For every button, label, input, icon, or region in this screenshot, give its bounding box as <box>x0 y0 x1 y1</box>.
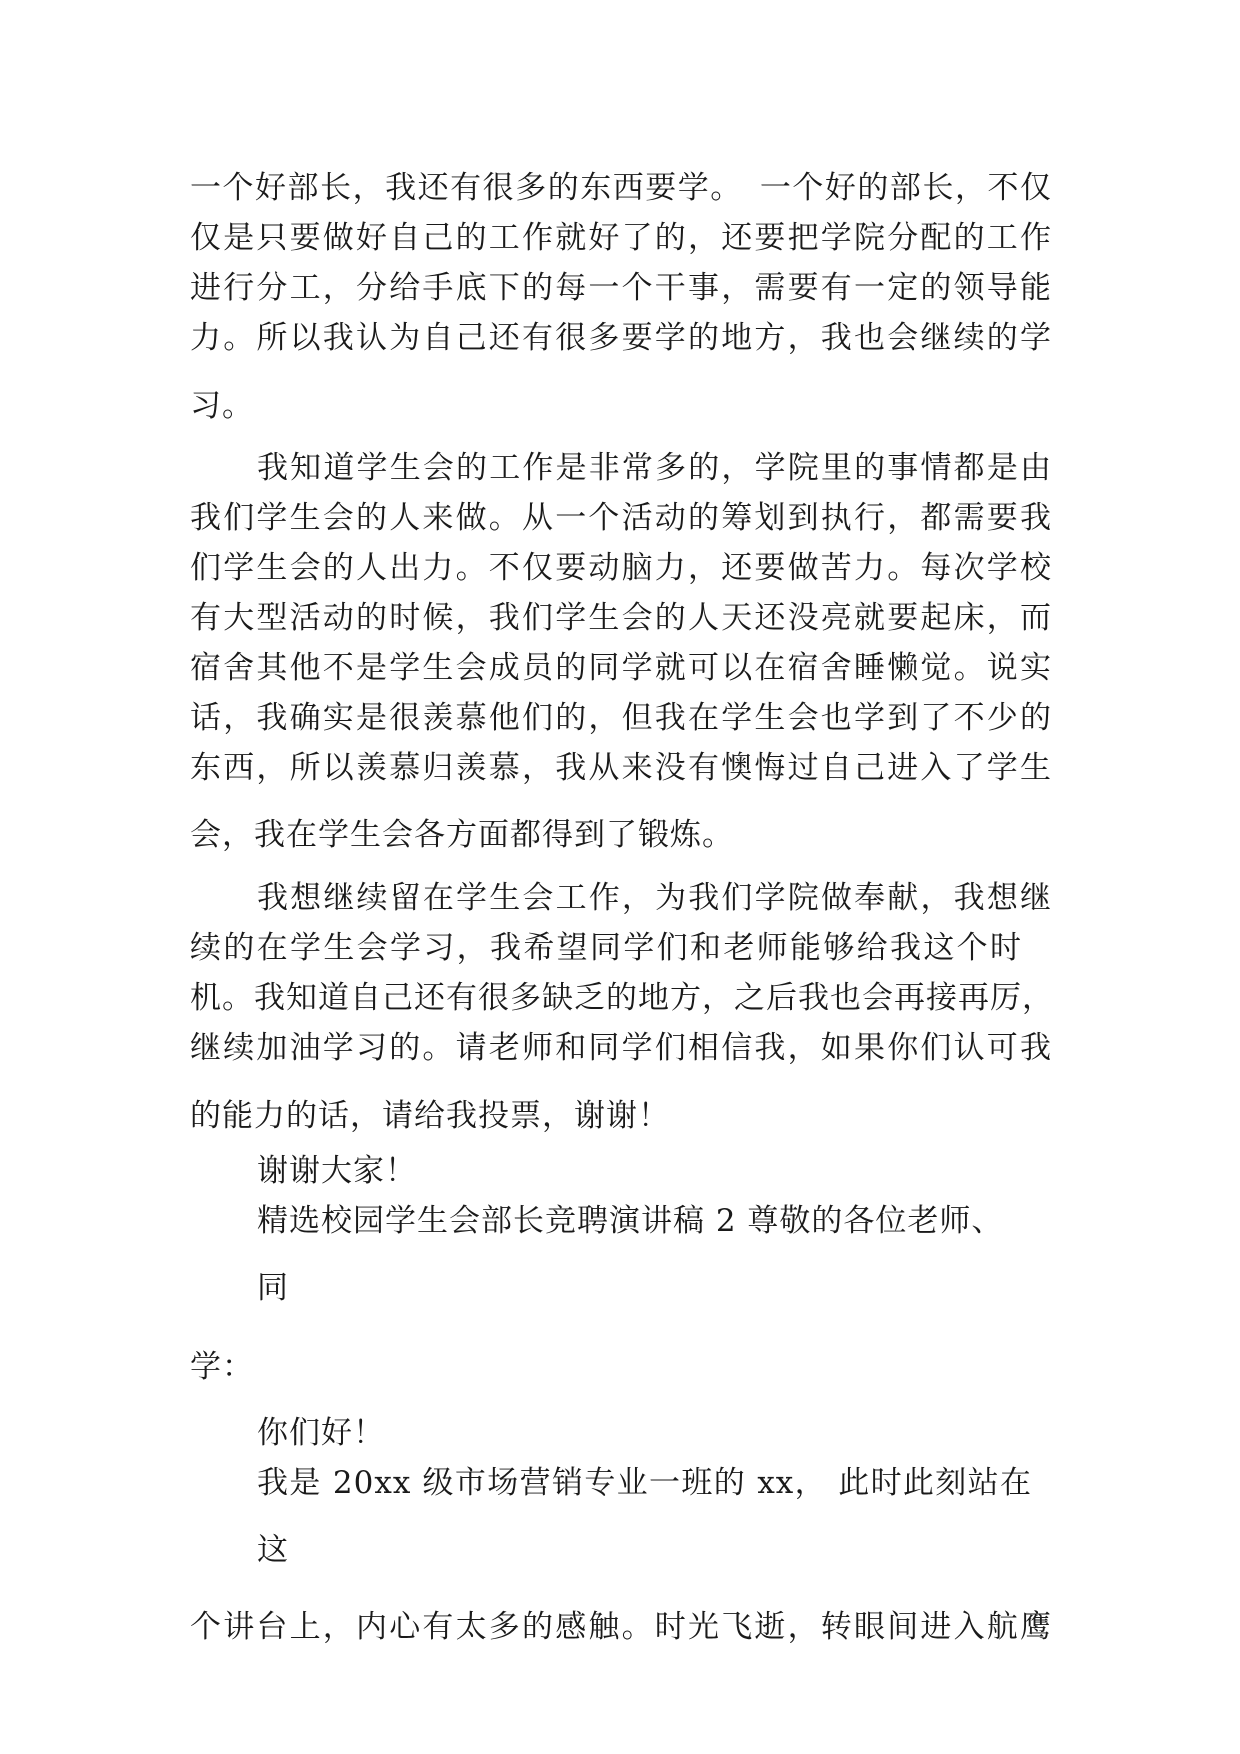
paragraph-line: 我想继续留在学生会工作，为我们学院做奉献，我想继 <box>257 880 1052 916</box>
heading-line: 同 <box>257 1270 289 1306</box>
paragraph-line: 我知道学生会的工作是非常多的，学院里的事情都是由 <box>257 450 1052 486</box>
paragraph-line: 会，我在学生会各方面都得到了锻炼。 <box>190 817 734 853</box>
paragraph-line: 进行分工，分给手底下的每一个干事，需要有一定的领导能 <box>190 270 1052 306</box>
paragraph-line: 这 <box>257 1532 289 1568</box>
paragraph-line: 习。 <box>190 388 254 424</box>
paragraph-line: 机。我知道自己还有很多缺乏的地方，之后我也会再接再厉， <box>190 980 1054 1016</box>
closing-line: 谢谢大家！ <box>257 1153 417 1189</box>
paragraph-line: 东西，所以羡慕归羡慕，我从来没有懊悔过自己进入了学生 <box>190 750 1052 786</box>
paragraph-line: 宿舍其他不是学生会成员的同学就可以在宿舍睡懒觉。说实 <box>190 650 1052 686</box>
paragraph-line: 们学生会的人出力。不仅要动脑力，还要做苦力。每次学校 <box>190 550 1052 586</box>
paragraph-line: 我们学生会的人来做。从一个活动的筹划到执行，都需要我 <box>190 500 1052 536</box>
paragraph-line: 话，我确实是很羡慕他们的，但我在学生会也学到了不少的 <box>190 700 1052 736</box>
paragraph-line: 仅是只要做好自己的工作就好了的，还要把学院分配的工作 <box>190 220 1052 256</box>
paragraph-line: 继续加油学习的。请老师和同学们相信我，如果你们认可我 <box>190 1030 1052 1066</box>
heading-line: 精选校园学生会部长竞聘演讲稿 2 尊敬的各位老师、 <box>257 1203 1004 1239</box>
greeting-line: 你们好！ <box>257 1415 385 1451</box>
paragraph-line: 个讲台上，内心有太多的感触。时光飞逝，转眼间进入航鹰 <box>190 1609 1052 1645</box>
paragraph-line: 一个好部长，我还有很多的东西要学。 一个好的部长，不仅 <box>190 170 1052 206</box>
paragraph-line: 我是 20xx 级市场营销专业一班的 xx， 此时此刻站在 <box>257 1465 1032 1501</box>
paragraph-line: 力。所以我认为自己还有很多要学的地方，我也会继续的学 <box>190 320 1052 356</box>
paragraph-line: 有大型活动的时候，我们学生会的人天还没亮就要起床，而 <box>190 600 1052 636</box>
salutation-line: 学： <box>190 1349 254 1385</box>
paragraph-line: 续的在学生会学习，我希望同学们和老师能够给我这个时 <box>190 930 1022 966</box>
paragraph-line: 的能力的话，请给我投票，谢谢！ <box>190 1098 670 1134</box>
